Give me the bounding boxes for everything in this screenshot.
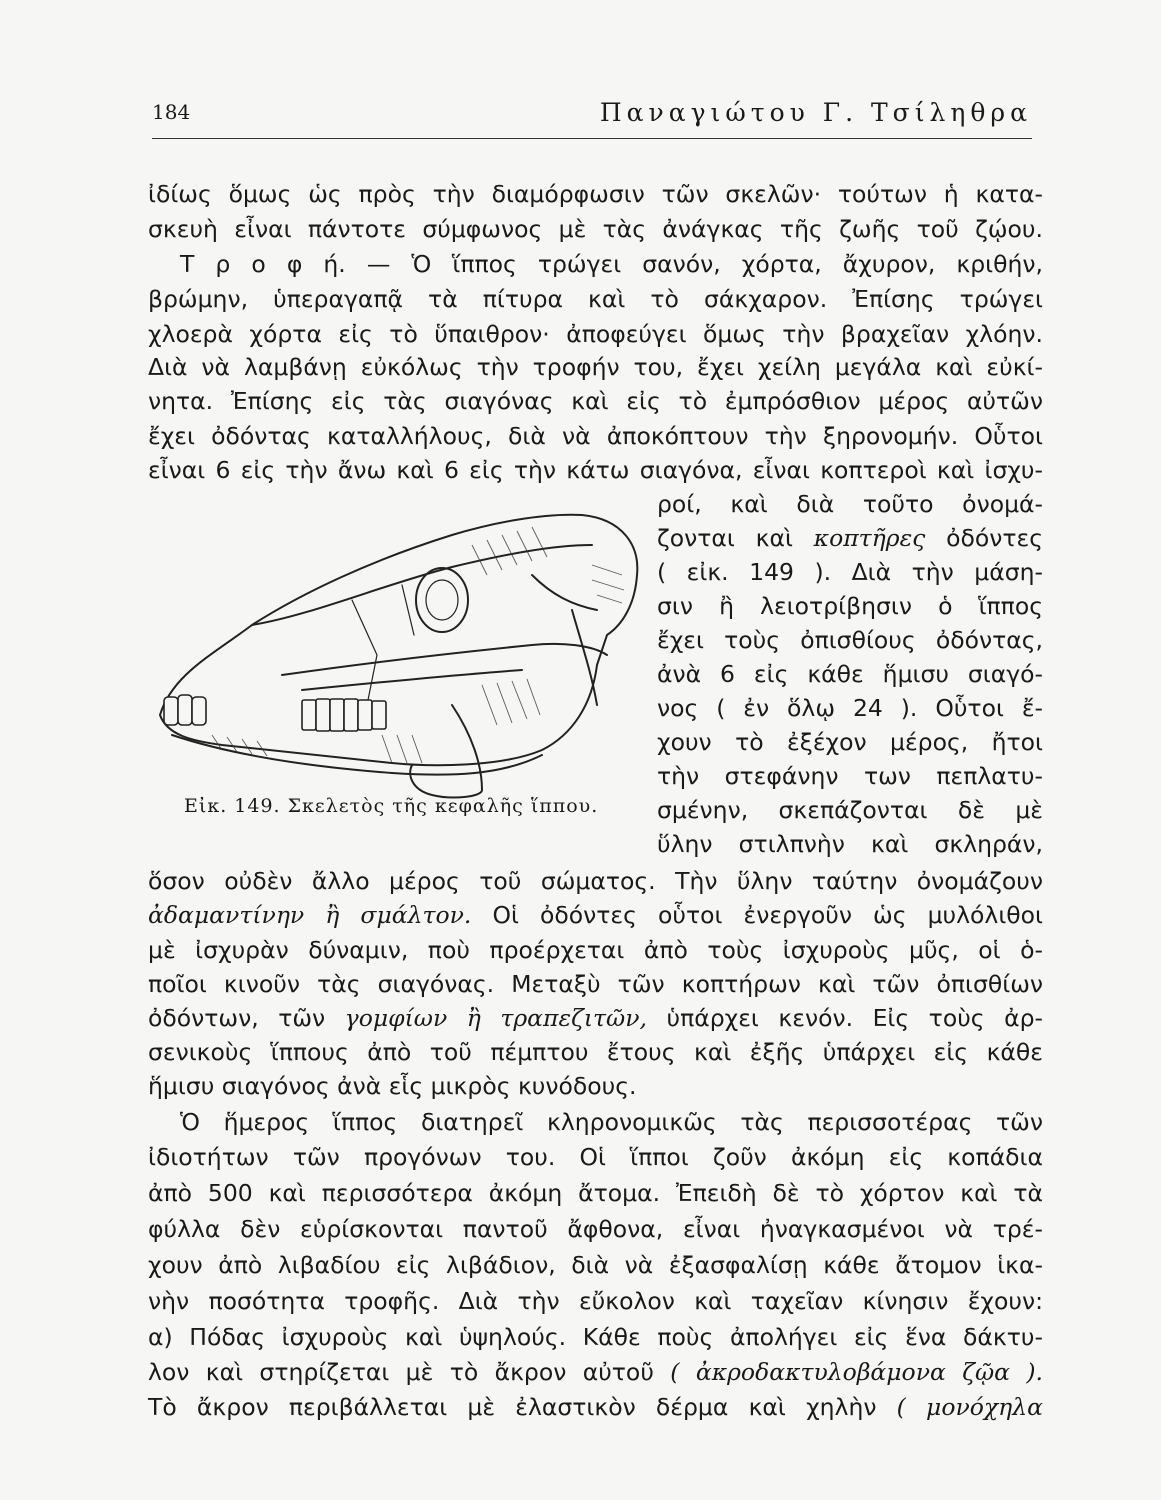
text-line: Τ ρ ο φ ή. — Ὁ ἵππος τρώγει σανόν, χόρτα, ἄχυρον, κριθήν, [180,250,1043,278]
text-span: λον καὶ στηρίζεται μὲ τὸ ἄκρον αὐτοῦ [148,1358,654,1386]
running-title: Παναγιώτου Γ. Τσίληθρα [599,98,1032,127]
horse-skull-illustration [152,505,647,805]
text-line [148,898,1043,932]
text-line [148,1001,1043,1035]
text-line [148,1390,1043,1424]
text-span: ὀδόντων, τῶν [148,1004,326,1032]
text-line: φύλλα δὲν εὑρίσκονται παντοῦ ἄφθονα, εἶναι ἠναγκασμένοι νὰ τρέ- [148,1215,1043,1243]
text-span: Τὸ ἄκρον περιβάλλεται μὲ ἐλαστικὸν δέρμα καὶ χηλὴν [148,1393,877,1421]
figure-caption: Εἰκ. 149. Σκελετὸς τῆς κεφαλῆς ἵππου. [184,795,599,817]
text-line: τὴν στεφάνην των πεπλατυ- [657,762,1043,790]
text-line: εἶναι 6 εἰς τὴν ἄνω καὶ 6 εἰς τὴν κάτω σιαγόνα, εἶναι κοπτεροὶ καὶ ἰσχυ- [148,456,1043,484]
text-line: α) Πόδας ἰσχυροὺς καὶ ὑψηλούς. Κάθε ποὺς ἀπολήγει εἰς ἕνα δάκτυ- [148,1323,1043,1351]
italic-term: ( ἀκροδακτυλοβάμονα ζῷα ). [670,1358,1043,1386]
text-line: νὴν ποσότητα τροφῆς. Διὰ τὴν εὔκολον καὶ ταχεῖαν κίνησιν ἔχουν: [148,1287,1043,1315]
text-span: ζονται καὶ [657,524,793,552]
text-line: νος ( ἐν ὅλῳ 24 ). Οὗτοι ἔ- [657,694,1043,722]
text-line: μὲ ἰσχυρὰν δύναμιν, ποὺ προέρχεται ἀπὸ τοὺς ἰσχυροὺς μῦς, οἱ ὁ- [148,936,1043,964]
text-line: νητα. Ἐπίσης εἰς τὰς σιαγόνας καὶ εἰς τὸ ἐμπρόσθιον μέρος αὐτῶν [148,387,1043,415]
text-line: σκευὴ εἶναι πάντοτε σύμφωνος μὲ τὰς ἀνάγκας τῆς ζωῆς τοῦ ζῴου. [148,215,1043,243]
text-line: σενικοὺς ἵππους ἀπὸ τοῦ πέμπτου ἔτους καὶ ἐξῆς ὑπάρχει εἰς κάθε [148,1038,1043,1066]
italic-term: ἀδαμαντίνην ἢ σμάλτον. [148,901,472,929]
text-line: χουν ἀπὸ λιβαδίου εἰς λιβάδιον, διὰ νὰ ἐξασφαλίσῃ κάθε ἄτομον ἱκα- [148,1251,1043,1279]
text-span: Οἱ ὀδόντες οὗτοι ἐνεργοῦν ὡς μυλόλιθοι [492,901,1043,929]
text-line: χουν τὸ ἐξέχον μέρος, ἤτοι [657,728,1043,756]
text-line: χλοερὰ χόρτα εἰς τὸ ὕπαιθρον· ἀποφεύγει ὅμως τὴν βραχεῖαν χλόην. [148,320,1043,348]
text-line: ἔχει ὀδόντας καταλλήλους, διὰ νὰ ἀποκόπτουν τὴν ξηρονομήν. Οὗτοι [148,422,1043,450]
text-line: σμένην, σκεπάζονται δὲ μὲ [657,796,1043,824]
italic-term: ( μονόχηλα [896,1393,1043,1421]
text-line: ἔχει τοὺς ὀπισθίους ὀδόντας, [657,626,1043,654]
text-line: ἀπὸ 500 καὶ περισσότερα ἀκόμη ἄτομα. Ἐπειδὴ δὲ τὸ χόρτον καὶ τὰ [148,1179,1043,1207]
text-line: σιν ἢ λειοτρίβησιν ὁ ἵππος [657,592,1043,620]
text-line: ἥμισυ σιαγόνος ἀνὰ εἷς μικρὸς κυνόδους. [148,1072,637,1100]
text-line: ἰδίως ὅμως ὡς πρὸς τὴν διαμόρφωσιν τῶν σκελῶν· τούτων ἡ κατα- [148,180,1043,208]
text-span: ὀδόντες [946,524,1043,552]
text-line: ποῖοι κινοῦν τὰς σιαγόνας. Μεταξὺ τῶν κοπτήρων καὶ τῶν ὀπισθίων [148,970,1043,998]
text-line: Διὰ νὰ λαμβάνῃ εὐκόλως τὴν τροφήν του, ἔχει χείλη μεγάλα καὶ εὐκί- [148,353,1043,381]
text-line: ( εἰκ. 149 ). Διὰ τὴν μάση- [657,558,1043,586]
text-line: ὅσον οὐδὲν ἄλλο μέρος τοῦ σώματος. Τὴν ὕλην ταύτην ὀνομάζουν [148,867,1043,895]
text-line [657,521,1043,555]
text-line: Ὁ ἥμερος ἵππος διατηρεῖ κληρονομικῶς τὰς περισσοτέρας τῶν [180,1108,1043,1136]
page-number: 184 [152,100,191,124]
text-line: ροί, καὶ διὰ τοῦτο ὀνομά- [657,490,1043,518]
text-line: ἰδιοτήτων τῶν προγόνων του. Οἱ ἵπποι ζοῦν ἀκόμη εἰς κοπάδια [148,1143,1043,1171]
text-line: ὕλην στιλπνὴν καὶ σκληράν, [657,830,1043,858]
text-line [148,1355,1043,1389]
italic-term: γομφίων ἢ τραπεζιτῶν, [344,1004,647,1032]
horse-skull-drawing [152,505,647,805]
page-header [152,96,1032,139]
italic-term: κοπτῆρες [813,524,926,552]
text-span: ὑπάρχει κενόν. Εἰς τοὺς ἀρ- [666,1004,1043,1032]
text-line: ἀνὰ 6 εἰς κάθε ἥμισυ σιαγό- [657,660,1043,688]
text-line: βρώμην, ὑπεραγαπᾷ τὰ πίτυρα καὶ τὸ σάκχαρον. Ἐπίσης τρώγει [148,285,1043,313]
